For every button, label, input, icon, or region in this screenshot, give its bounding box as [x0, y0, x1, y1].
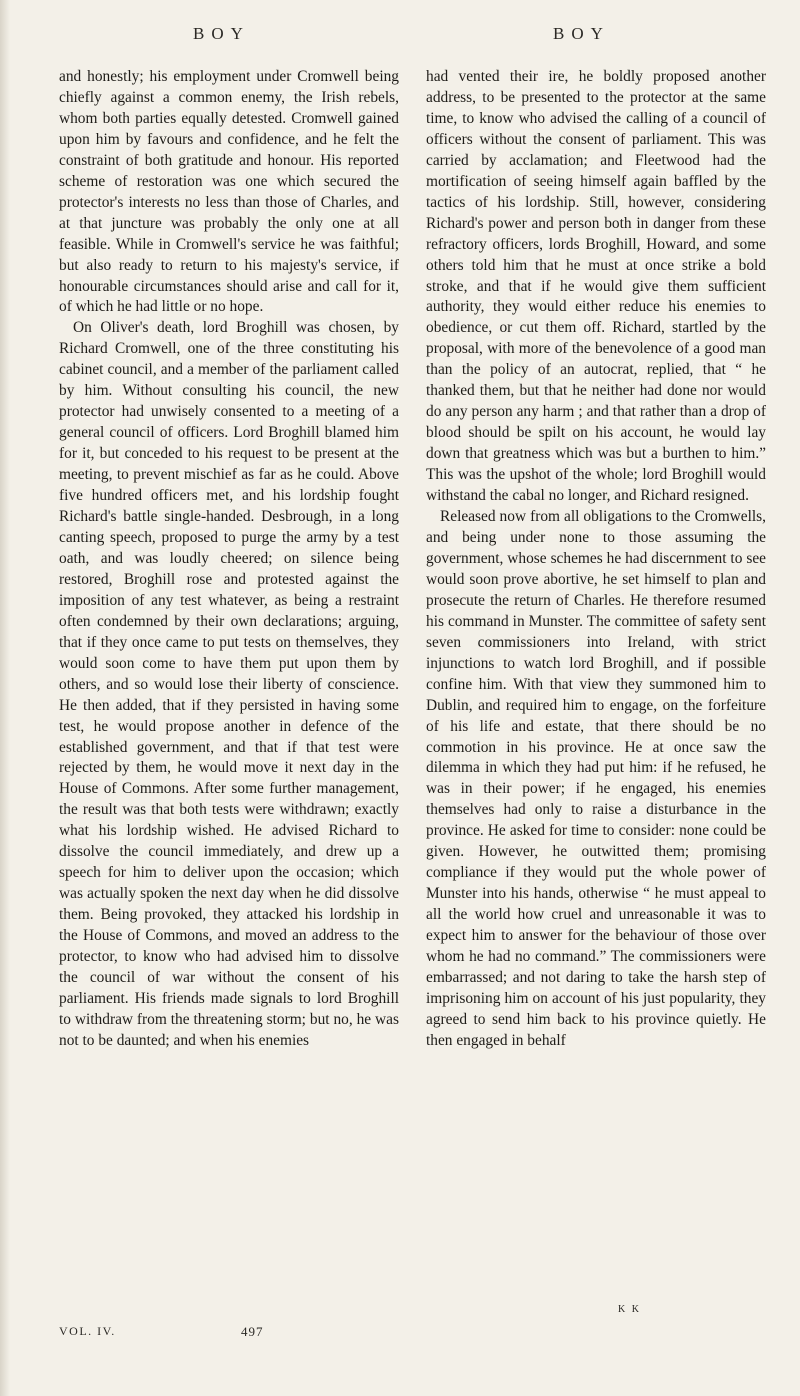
text-column-left: [59, 67, 399, 1052]
paragraph: had vented their ire, he boldly proposed another address, to be presented to the protector at the same time, to know who advised the calling of a council of officers without the consent of parliament. This was carried by acclamation; and Fleetwood had the mortification of seeing himself again baffled by the tactics of his lordship. Still, however, considering Richard's power and person both in danger from these refractory officers, lords Broghill, Howard, and some others told him that he must at once strike a bold stroke, and that if he would give them sufficient authority, they would either reduce his enemies to obedience, or cut them off. Richard, startled by the proposal, with more of the benevolence of a good man than the policy of an autocrat, replied, that “ he thanked them, but that he neither had done nor would do any person any harm ; and that rather than a drop of blood should be spilt on his account, he would lay down that greatness which was but a burthen to him.” This was the upshot of the whole; lord Broghill would withstand the cabal no longer, and Richard resigned.: [426, 68, 766, 505]
page-number: 497: [241, 1324, 264, 1339]
text-column-right: [426, 67, 766, 1052]
running-head-right: BOY: [553, 24, 610, 43]
volume-label: VOL. IV.: [59, 1324, 116, 1338]
paragraph: and honestly; his employment under Cromwell being chiefly against a common enemy, the Irish rebels, whom both parties equally detested. Cromwell gained upon him by favours and confidence, and he felt the constraint of both gratitude and honour. His reported scheme of restoration was one which secured the protector's interests no less than those of Charles, and at that juncture was probably the only one at all feasible. While in Cromwell's service he was faithful; but also ready to return to his majesty's service, if honourable circumstances should arise and call for it, of which he had little or no hope.: [59, 68, 399, 316]
running-head-left: BOY: [193, 24, 250, 43]
signature-mark: K K: [618, 1304, 641, 1315]
page-gutter-shadow: [0, 0, 10, 1396]
paragraph: On Oliver's death, lord Broghill was chosen, by Richard Cromwell, one of the three constituting his cabinet council, and a member of the parliament called by him. Without consulting his council, the new protector had unwisely consented to a meeting of a general council of officers. Lord Broghill blamed him for it, but conceded to his request to be present at the meeting, to prevent mischief as far as he could. Above five hundred officers met, and his lordship fought Richard's battle single-handed. Desbrough, in a long canting speech, proposed to purge the army by a test oath, and was loudly cheered; on silence being restored, Broghill rose and protested against the imposition of any test whatever, as being a restraint often condemned by their own declarations; arguing, that if they once came to put tests on themselves, they would soon come to have them put upon them by others, and so would lose their liberty of conscience. He then added, that if they persisted in having some test, he would propose another in defence of the established government, and that if that test were rejected by them, he would move it next day in the House of Commons. After some further management, the result was that both tests were withdrawn; exactly what his lordship wished. He advised Richard to dissolve the council immediately, and drew up a speech for him to deliver upon the occasion; which was actually spoken the next day when he did dissolve them. Being provoked, they attacked his lordship in the House of Commons, and moved an address to the protector, to know who had advised him to dissolve the council of war without the consent of his parliament. His friends made signals to lord Broghill to withdraw from the threatening storm; but no, he was not to be daunted; and when his enemies: [59, 319, 399, 1049]
paragraph: Released now from all obligations to the Cromwells, and being under none to those assuming the government, whose schemes he had discernment to see would soon prove abortive, he set himself to plan and prosecute the return of Charles. He therefore resumed his command in Munster. The committee of safety sent seven commissioners into Ireland, with strict injunctions to watch lord Broghill, and if possible confine him. With that view they summoned him to Dublin, and required him to engage, on the forfeiture of his life and estate, that there should be no commotion in his province. He at once saw the dilemma in which they had put him: if he refused, he was in their power; if he engaged, his enemies themselves had only to raise a disturbance in the province. He asked for time to consider: none could be given. However, he outwitted them; promising compliance if they would put the whole power of Munster into his hands, otherwise “ he must appeal to all the world how cruel and unreasonable it was to expect him to answer for the behaviour of those over whom he had no command.” The commissioners were embarrassed; and not daring to take the harsh step of imprisoning him on account of his just popularity, they agreed to send him back to his province quietly. He then engaged in behalf: [426, 508, 766, 1049]
